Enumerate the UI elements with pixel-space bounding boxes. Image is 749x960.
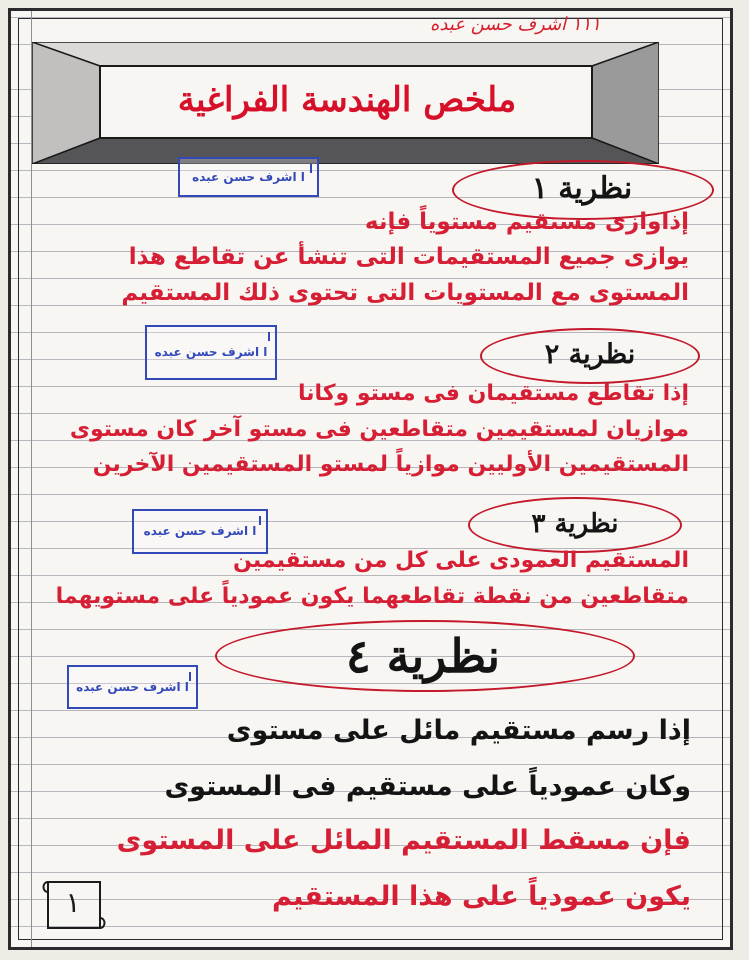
stamp-text: ا اشرف حسن عبده (192, 170, 305, 184)
theorem-3-label: نظرية ٣ (531, 509, 619, 539)
author-stamp-1 (178, 157, 319, 197)
theorem-2-line-3: المستقيمين الأوليين موازياً لمستو المستقيمين الآخرين (92, 452, 689, 477)
stamp-mark (259, 516, 261, 525)
theorem-3-line-1: المستقيم العمودى على كل من مستقيمين (233, 548, 689, 573)
author-stamp-2 (145, 325, 277, 380)
theorem-4-line-4: يكون عمودياً على هذا المستقيم (272, 881, 691, 912)
stamp-text: ا اشرف حسن عبده (76, 680, 189, 694)
page-title: ملخص الهندسة الفراغية (177, 80, 517, 120)
theorem-1-line-2: يوازى جميع المستقيمات التى تنشأ عن تقاطع هذا (128, 244, 689, 270)
theorem-2-label: نظرية ٢ (544, 339, 636, 370)
stamp-mark (268, 332, 270, 341)
theorem-1-line-3: المستوى مع المستويات التى تحتوى ذلك المستقيم (121, 280, 689, 306)
theorem-4-line-3: فإن مسقط المستقيم المائل على المستوى (116, 825, 691, 856)
stamp-text: ا اشرف حسن عبده (143, 524, 257, 538)
title-frame (32, 42, 659, 164)
page-number-scroll (40, 878, 106, 934)
theorem-4-line-1: إذا رسم مستقيم مائل على مستوى (226, 715, 691, 746)
author-handwritten: ١١١ اشرف حسن عبده (430, 14, 601, 35)
theorem-3-line-2: متقاطعين من نقطة تقاطعهما يكون عمودياً على مستويهما (55, 584, 689, 609)
stamp-text: ا اشرف حسن عبده (154, 345, 268, 359)
theorem-1-label: نظرية ١ (531, 171, 633, 206)
stamp-mark (189, 672, 191, 681)
author-stamp-4 (67, 665, 198, 709)
theorem-4-label: نظرية ٤ (345, 629, 501, 683)
theorem-2-line-2: موازيان لمستقيمين متقاطعين فى مستو آخر كان مستوى (69, 417, 689, 442)
stamp-mark (310, 164, 312, 173)
theorem-4-line-2: وكان عمودياً على مستقيم فى المستوى (164, 771, 691, 802)
theorem-2-line-1: إذا تقاطع مستقيمان فى مستو وكانا (297, 381, 689, 406)
theorem-1-line-1: إذاوازى مستقيم مستوياً فإنه (364, 209, 689, 235)
page-number: ١ (65, 886, 81, 919)
